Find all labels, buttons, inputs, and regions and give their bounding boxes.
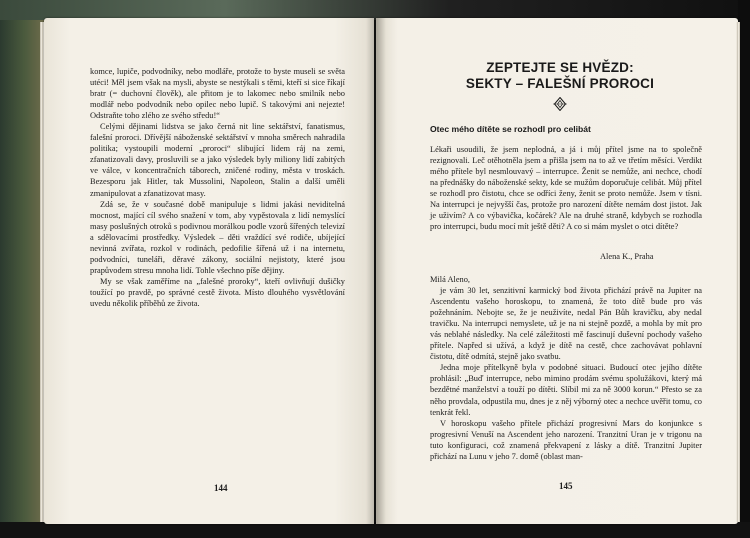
paragraph: je vám 30 let, senzitivní karmický bod života přichází právě na Jupiter na Ascendentu vašeho horoskopu, to znamená, že toto dítě bude pro vás požehnáním. Nebojte se, že je neuživíte, nedal Pán Bůh kravičku, aby nedal travičku. Na interrupci nemyslete, už je na ni stejně pozdě, a mohla by mít pro vás neblahé následky. Na celé záležitosti mě fascinují duševní pochody vašeho přítele. Napřed si užívá, a když je dítě na cestě, chce zachovávat pohlavní čistotu, dítě odmítá, stejně jako svatbu.: [430, 286, 702, 362]
paragraph: V horoskopu vašeho přítele přichází progresivní Mars do konjunkce s progresivní Venuší na Ascendent jeho narození. Tranzitní Uran je v trigonu na tuto konfiguraci, což znamená překvapení z lásky a dítě. Tranzitní Jupiter přichází na Lunu v jeho 7. domě (oblast man-: [430, 418, 702, 461]
book-gutter: [366, 18, 386, 524]
paragraph: Jedna moje přítelkyně byla v podobné situaci. Budoucí otec jejího dítěte prohlásil: „Buď interrupce, nebo mimino prodám svému spolužákovi, který má bezdětné manželství a touží po dítěti. Slíbil mi za ně 3000 korun.“ Přesto se za něho provdala, odpustila mu, dnes je z něj výborný otec a nechce uvěřit tomu, co tenkrát řekl.: [430, 363, 702, 417]
page-stack-right: [736, 22, 740, 522]
reader-letter: [430, 144, 702, 232]
paragraph: Zdá se, že v současné době manipuluje s lidmi jakási neviditelná mocnost, mající cíl svého snažení v tom, aby vypěstovala z lidí nemyslící masy poslušných otroků s podivnou morálkou podle vzorů šířených televizí a sdělovacími prostředky. Výsledek – děti vraždící své rodiče, ubíjející nevinná zvířata, rozkol v rodinách, pedofilie šířená už i na internetu, podvodníci, tuneláři, děravé zákony, sociální nejistoty, které jsou prapůvodem stresu mnoha lidí. Tohle všechno píše dějiny.: [90, 199, 345, 275]
page-number-right: 145: [559, 481, 573, 491]
letter-signature: Alena K., Praha: [600, 252, 654, 261]
left-page-body: [90, 66, 345, 309]
letter-heading: Otec mého dítěte se rozhodl pro celibát: [430, 124, 591, 134]
paragraph: Celými dějinami lidstva se jako černá nit line sektářství, fanatismus, falešní proroci. Dřívější náboženské sektářství v mnoha směrech nahradila politika; vystoupili moderní „proroci“ slibující lidem ráj na zemi, zfanatizovali davy, prosluvili se a jako výsledek byly miliony lidí zabitých ve válce, v koncentračních táborech, zničené rodiny, města v troskách. Bezesporu jak Hitler, tak Mussolini, Napoleon, Stalin a další uměli zmanipulovat a zfanatizovat masy.: [90, 122, 345, 198]
letter-text: Lékaři usoudili, že jsem neplodná, a já i můj přítel jsme na to společně rezignovali. Leč otěhotněla jsem a přišla jsem na to až ve třetím měsíci. Verdikt mého přítele byl nesmlouvavý – interrupce. Ženit se nemůže, ani nechce, chodí na přednášky do náboženské sekty, kde se mužům doporučuje celibát. Můj přítel se rozhodl pro čistotu, chce se odříci ženy, ženit se proto nemůže. Jsem v tísni. Na interrupci je nejvyšší čas, protože pro narození dítěte nemám dost jistot. Jak je uživím? A co výbavička, kočárek? Ale na druhé straně, kdybych se rozhodla pro interrupci, budu mocí mít ještě děti? A co si mám myslet o otci dítěte?: [430, 145, 702, 232]
background-bottom: [0, 522, 750, 538]
chapter-title-line2: SEKTY – FALEŠNÍ PROROCI: [465, 76, 655, 91]
reply-salutation: Milá Aleno,: [430, 275, 471, 284]
background-top: [0, 0, 750, 20]
paragraph: komce, lupiče, podvodníky, nebo modláře, protože to byste museli se světa utéci! Měl jsem však na mysli, abyste se nestýkali s těmi, kteří si sice říkají bratr (= duchovní člověk), ale přitom je to lakomec nebo smilník nebo modlář nebo podvodník nebo opilec nebo lupič. S takovými ani nejezte! Odstraňte toho zlého ze svého středu!“: [90, 67, 345, 121]
paragraph: My se však zaměříme na „falešné proroky“, kteří ovlivňují dušičky toužící po pravdě, po správné cestě života. Místo dlouhého vysvětlování uvedu několik příběhů ze života.: [90, 276, 345, 308]
reply-body: [430, 274, 702, 462]
diamond-ornament-icon: [553, 97, 567, 111]
page-number-left: 144: [214, 483, 228, 493]
chapter-title-line1: ZEPTEJTE SE HVĚZD:: [486, 60, 634, 75]
